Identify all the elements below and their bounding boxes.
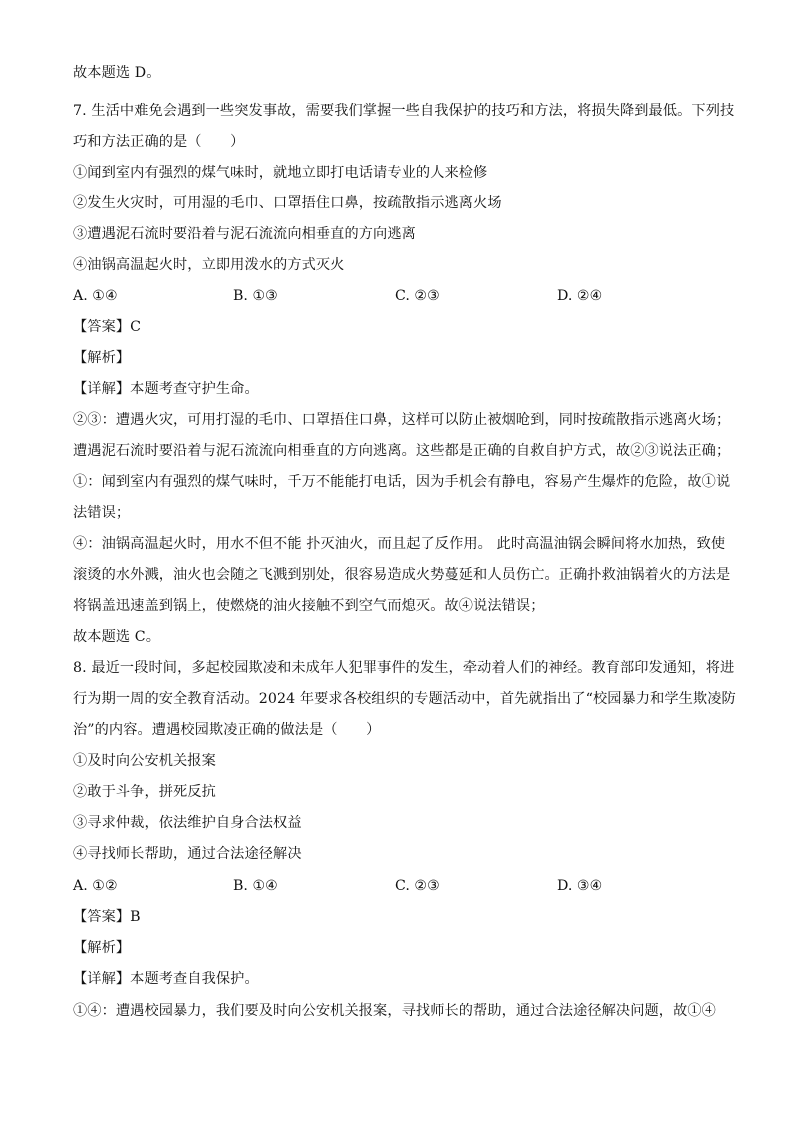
q8-option-b: B. ①④: [233, 878, 278, 894]
q7-option-d: D. ②④: [557, 288, 603, 304]
q8-statement-2: ②敢于斗争，拼死反抗: [73, 784, 216, 800]
q7-conclusion: 故本题选 C。: [73, 629, 161, 645]
q8-option-a: A. ①②: [73, 878, 118, 894]
q8-stem-line-3: 治”的内容。遭遇校园欺凌正确的做法是（ ）: [73, 722, 381, 738]
q8-statement-4: ④寻找师长帮助，通过合法途径解决: [73, 846, 302, 862]
q8-analysis-heading: 【解析】: [73, 940, 131, 956]
q8-option-c: C. ②③: [395, 878, 440, 894]
q7-statement-2: ②发生火灾时，可用湿的毛巾、口罩捂住口鼻，按疏散指示逃离火场: [73, 195, 502, 211]
q8-stem-line-1: 8. 最近一段时间，多起校园欺凌和未成年人犯罪事件的发生，牵动着人们的神经。教育部印发通知，将进: [73, 660, 735, 676]
q7-analysis-heading: 【解析】: [73, 350, 131, 366]
q8-option-d: D. ③④: [557, 878, 603, 894]
q7-explain-line-4: 法错误；: [73, 505, 131, 521]
q7-explain-line-3: ①：闻到室内有强烈的煤气味时，千万不能能打电话，因为手机会有静电，容易产生爆炸的危险，故①说: [73, 474, 731, 490]
q8-answer: 【答案】B: [73, 909, 141, 925]
q7-statement-3: ③遭遇泥石流时要沿着与泥石流流向相垂直的方向逃离: [73, 226, 416, 242]
q7-option-a: A. ①④: [73, 288, 118, 304]
q7-option-c: C. ②③: [395, 288, 440, 304]
q7-statement-1: ①闻到室内有强烈的煤气味时，就地立即打电话请专业的人来检修: [73, 165, 488, 181]
q7-option-b: B. ①③: [233, 288, 278, 304]
q8-statement-1: ①及时向公安机关报案: [73, 753, 216, 769]
q8-detail: 【详解】本题考查自我保护。: [73, 971, 259, 987]
q7-stem-line-1: 7. 生活中难免会遇到一些突发事故，需要我们掌握一些自我保护的技巧和方法，将损失降到最低。下列技: [73, 103, 735, 119]
q6-conclusion: 故本题选 D。: [73, 65, 161, 81]
q8-explain-line-1: ①④：遭遇校园暴力，我们要及时向公安机关报案，寻找师长的帮助，通过合法途径解决问题，故①④: [73, 1003, 716, 1019]
q7-answer: 【答案】C: [73, 319, 142, 335]
q7-detail: 【详解】本题考查守护生命。: [73, 381, 259, 397]
q8-statement-3: ③寻求仲裁，依法维护自身合法权益: [73, 815, 302, 831]
q7-explain-line-7: 将锅盖迅速盖到锅上，使燃烧的油火接触不到空气而熄灭。故④说法错误；: [73, 598, 545, 614]
q7-explain-line-2: 遭遇泥石流时要沿着与泥石流流向相垂直的方向逃离。这些都是正确的自救自护方式，故②③说法正确；: [73, 443, 731, 459]
q7-explain-line-5: ④：油锅高温起火时，用水不但不能 扑灭油火，而且起了反作用。 此时高温油锅会瞬间将水加热，致使: [73, 536, 726, 552]
q7-statement-4: ④油锅高温起火时，立即用泼水的方式灭火: [73, 257, 345, 273]
q8-stem-line-2: 行为期一周的安全教育活动。2024 年要求各校组织的专题活动中，首先就指出了“校园暴力和学生欺凌防: [73, 691, 736, 707]
q7-explain-line-6: 滚烫的水外溅，油火也会随之飞溅到别处，很容易造成火势蔓延和人员伤亡。正确扑救油锅着火的方法是: [73, 567, 731, 583]
q7-stem-line-2: 巧和方法正确的是（ ）: [73, 134, 245, 150]
q7-explain-line-1: ②③：遭遇火灾，可用打湿的毛巾、口罩捂住口鼻，这样可以防止被烟呛到，同时按疏散指示逃离火场；: [73, 412, 731, 428]
